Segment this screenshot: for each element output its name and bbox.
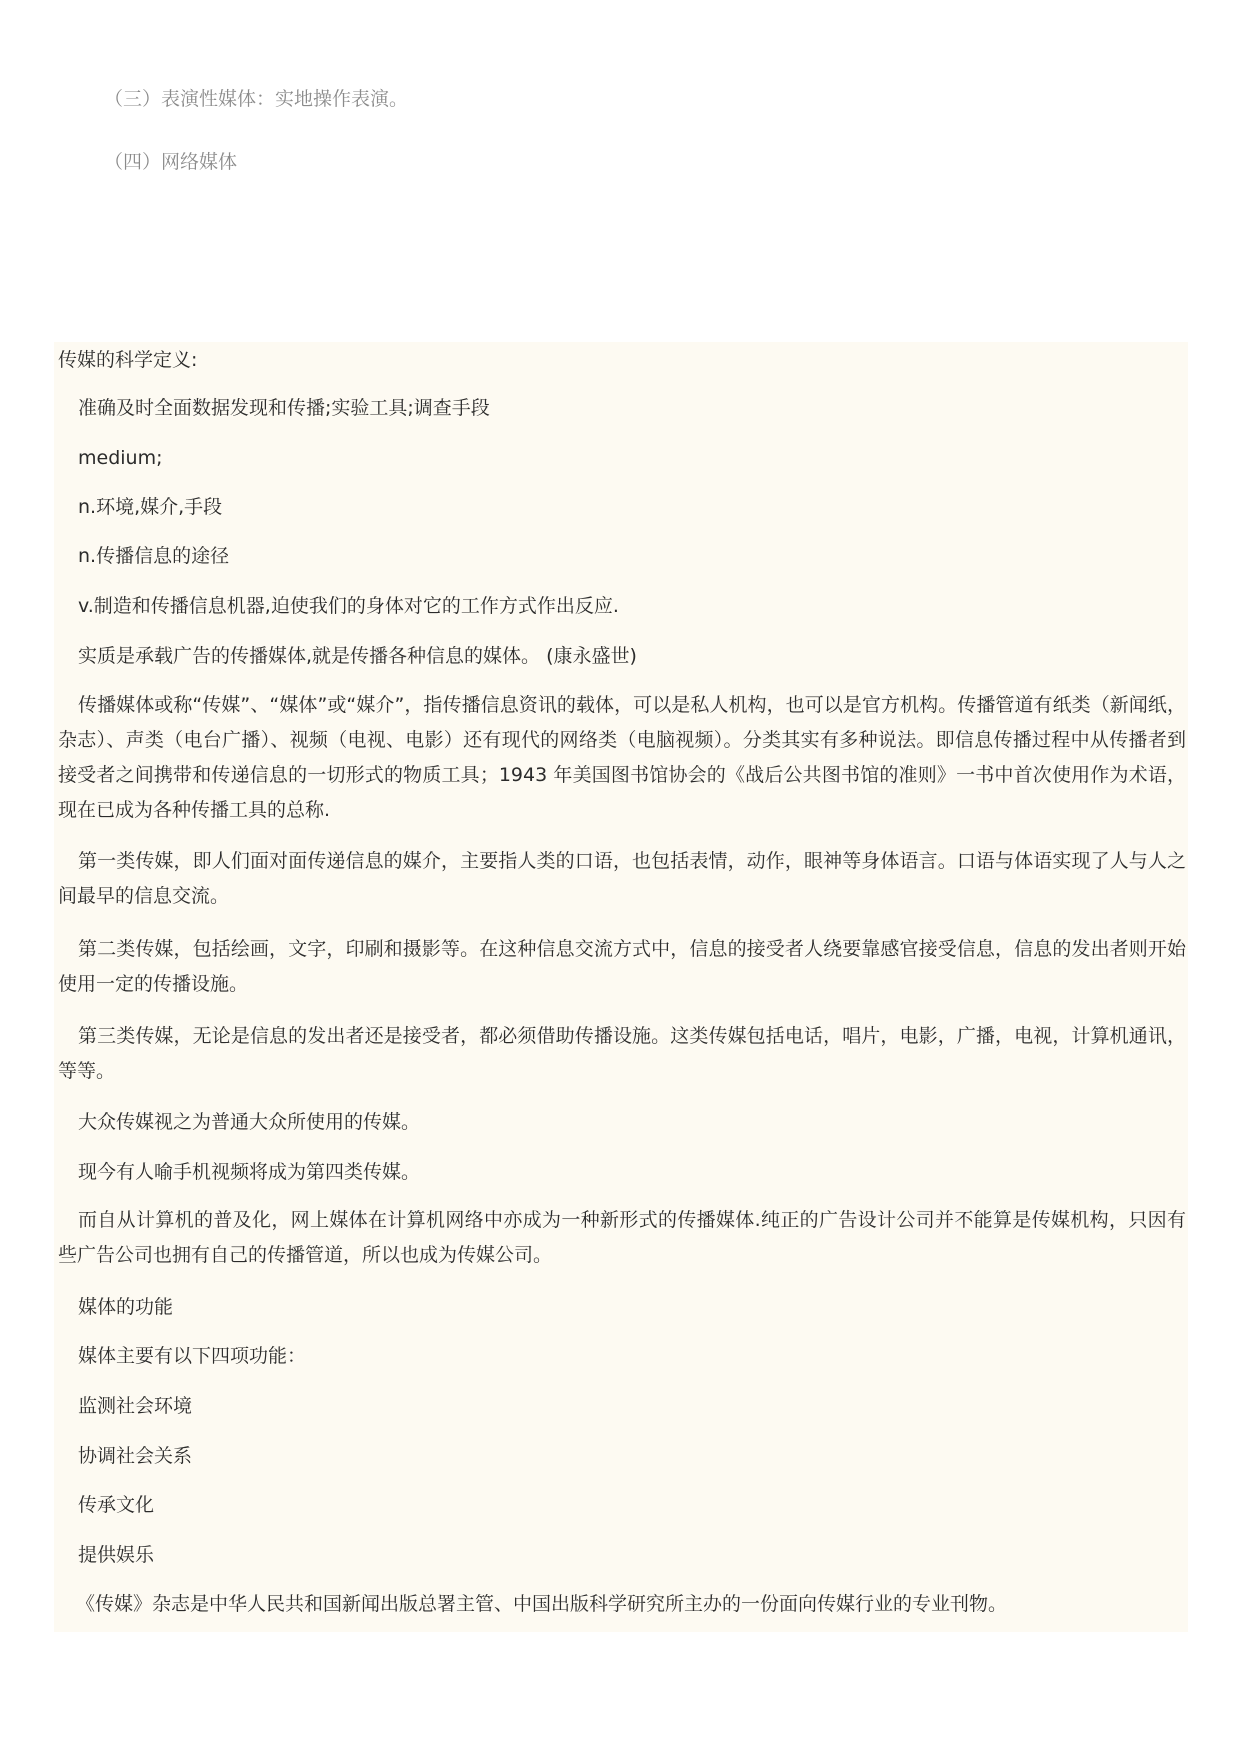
function-item: 协调社会关系 [78, 1445, 193, 1467]
definition-line: 实质是承载广告的传播媒体,就是传播各种信息的媒体。 (康永盛世) [78, 645, 637, 667]
definition-line: 大众传媒视之为普通大众所使用的传媒。 [78, 1111, 421, 1133]
paragraph-network-media: 而自从计算机的普及化，网上媒体在计算机网络中亦成为一种新形式的传播媒体.纯正的广告设计公司并不能算是传媒机构，只因有些广告公司也拥有自己的传播管道，所以也成为传媒公司。 [58, 1209, 1186, 1266]
outline-item-4: （四）网络媒体 [104, 151, 238, 173]
definition-line: medium; [78, 447, 163, 469]
paragraph-second-type: 第二类传媒，包括绘画，文字，印刷和摄影等。在这种信息交流方式中，信息的接受者人绕要靠感官接受信息，信息的发出者则开始使用一定的传播设施。 [58, 938, 1186, 995]
definition-line: 准确及时全面数据发现和传播;实验工具;调查手段 [78, 397, 490, 419]
closing-note: 《传媒》杂志是中华人民共和国新闻出版总署主管、中国出版科学研究所主办的一份面向传媒行业的专业刊物。 [76, 1593, 1008, 1615]
paragraph-media-definition: 传播媒体或称“传媒”、“媒体”或“媒介”，指传播信息资讯的载体，可以是私人机构，也可以是官方机构。传播管道有纸类（新闻纸，杂志）、声类（电台广播）、视频（电视、电影）还有现代的网络类（电脑视频）。分类其实有多种说法。即信息传播过程中从传播者到接受者之间携带和传递信息的一切形式的物质工具；1943 年美国图书馆协会的《战后公共图书馆的准则》一书中首次使用作为术语，现在已成为各种传播工具的总称. [58, 694, 1186, 821]
paragraph-first-type: 第一类传媒，即人们面对面传递信息的媒介，主要指人类的口语，也包括表情，动作，眼神等身体语言。口语与体语实现了人与人之间最早的信息交流。 [58, 850, 1186, 907]
paragraph-third-type: 第三类传媒，无论是信息的发出者还是接受者，都必须借助传播设施。这类传媒包括电话，唱片，电影，广播，电视，计算机通讯，等等。 [58, 1025, 1186, 1082]
definition-title: 传媒的科学定义: [58, 349, 198, 371]
definition-line: n.环境,媒介,手段 [78, 496, 223, 518]
function-item: 监测社会环境 [78, 1395, 193, 1417]
function-item: 传承文化 [78, 1494, 155, 1516]
definition-line: n.传播信息的途径 [78, 545, 230, 567]
definition-line: v.制造和传播信息机器,迫使我们的身体对它的工作方式作出反应. [78, 595, 619, 617]
definition-line: 现今有人喻手机视频将成为第四类传媒。 [78, 1161, 421, 1183]
function-item: 提供娱乐 [78, 1544, 155, 1566]
functions-intro: 媒体主要有以下四项功能： [78, 1345, 307, 1367]
outline-item-3: （三）表演性媒体：实地操作表演。 [104, 88, 409, 110]
functions-title: 媒体的功能 [78, 1296, 174, 1318]
definition-panel [54, 342, 1188, 1632]
